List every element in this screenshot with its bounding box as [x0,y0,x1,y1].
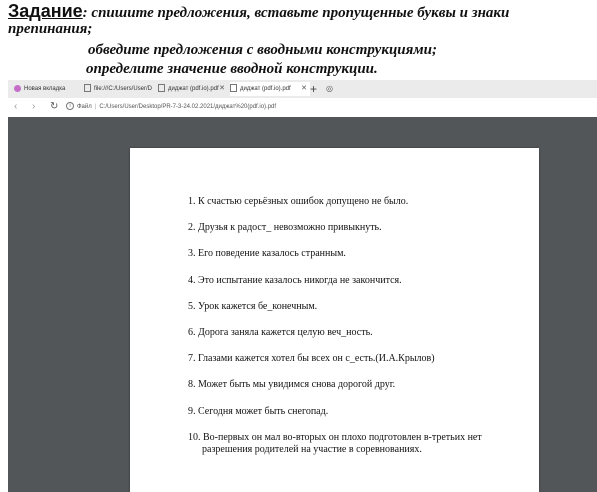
page-icon [230,84,237,92]
tab-file[interactable] [84,82,152,96]
url-text: C:/Users/User/Desktop/PR-7-3-24.02.2021/диджат%20(pdf.io).pdf [99,104,277,110]
tab-pdf-active[interactable] [230,82,310,96]
list-item [188,301,528,327]
item-text: Может быть мы увидимся снова дорогой друг. [198,379,396,391]
sentence-list [188,196,528,456]
item-text: К счастью серьёзных ошибок допущено не было. [198,196,409,207]
item-number: 4. [188,274,196,286]
close-icon[interactable]: ✕ [301,85,307,92]
item-number: 5. [188,300,196,312]
item-text-continued: разрешения родителей на участие в соревнованиях. [202,443,422,455]
task-line-1 [8,1,509,22]
extension-icon[interactable]: ◎ [326,84,333,93]
list-item [188,248,528,274]
item-text: Сегодня может быть снегопад. [198,405,329,417]
item-number: 7. [188,353,196,365]
back-icon[interactable]: ‹ [14,101,18,112]
tab-new-tab[interactable] [14,82,76,96]
item-text: Дорога заняла кажется целую веч_ность. [198,326,373,338]
item-number: 8. [188,379,196,391]
pdf-page [130,148,539,492]
list-item [188,353,528,379]
info-icon[interactable]: i [66,102,74,110]
task-line-3: обведите предложения с вводными конструкциями; [88,42,437,58]
item-number: 2. [188,222,196,234]
item-text: Это испытание казалось никогда не закончится. [198,274,402,286]
list-item [188,406,528,432]
item-number: 3. [188,248,196,260]
tab-label: file:///C:/Users/User/D [94,86,152,92]
browser-logo-icon [14,85,21,92]
task-line-4: определите значение вводной конструкции. [86,61,378,77]
page-icon [158,84,165,92]
task-line-1-text: : спишите предложения, вставьте пропущенные буквы и знаки [82,5,510,21]
item-text: Глазами кажется хотел бы всех он с_есть.(И.А.Крылов) [198,353,435,365]
item-text: Во-первых он мал во-вторых он плохо подготовлен в-третьих нет [203,431,482,443]
list-item [188,379,528,405]
item-number: 6. [188,326,196,338]
reload-icon[interactable]: ↻ [50,101,59,112]
item-number: 1. [188,196,196,207]
tab-label: диджат (pdf.io).pdf [168,86,219,92]
task-line-2: препинания; [8,21,93,37]
tab-label: диджат (pdf.io).pdf [240,86,291,92]
list-item [188,222,528,248]
forward-icon[interactable]: › [32,101,36,112]
list-item [188,196,528,222]
task-instructions [0,0,597,80]
tab-bar [8,80,597,98]
tab-pdf-1[interactable] [158,82,228,96]
item-number: 9. [188,405,196,417]
item-text: Друзья к радост_ невозможно привыкнуть. [198,222,382,234]
tab-label: Новая вкладка [24,86,66,92]
browser-window [8,80,597,492]
close-icon[interactable]: ✕ [219,85,225,92]
new-tab-button[interactable]: + [310,82,318,96]
item-text: Урок кажется бе_конечным. [198,300,318,312]
page-icon [84,84,91,92]
pdf-viewer[interactable] [8,117,597,492]
url-field[interactable] [66,101,276,114]
task-title: Задание [8,1,83,21]
file-label: Файл [77,104,92,110]
item-text: Его поведение казалось странным. [198,248,346,260]
address-bar [8,98,597,118]
separator: | [94,104,97,110]
list-item [188,432,528,456]
list-item [188,275,528,301]
item-number: 10. [188,431,201,443]
list-item [188,327,528,353]
